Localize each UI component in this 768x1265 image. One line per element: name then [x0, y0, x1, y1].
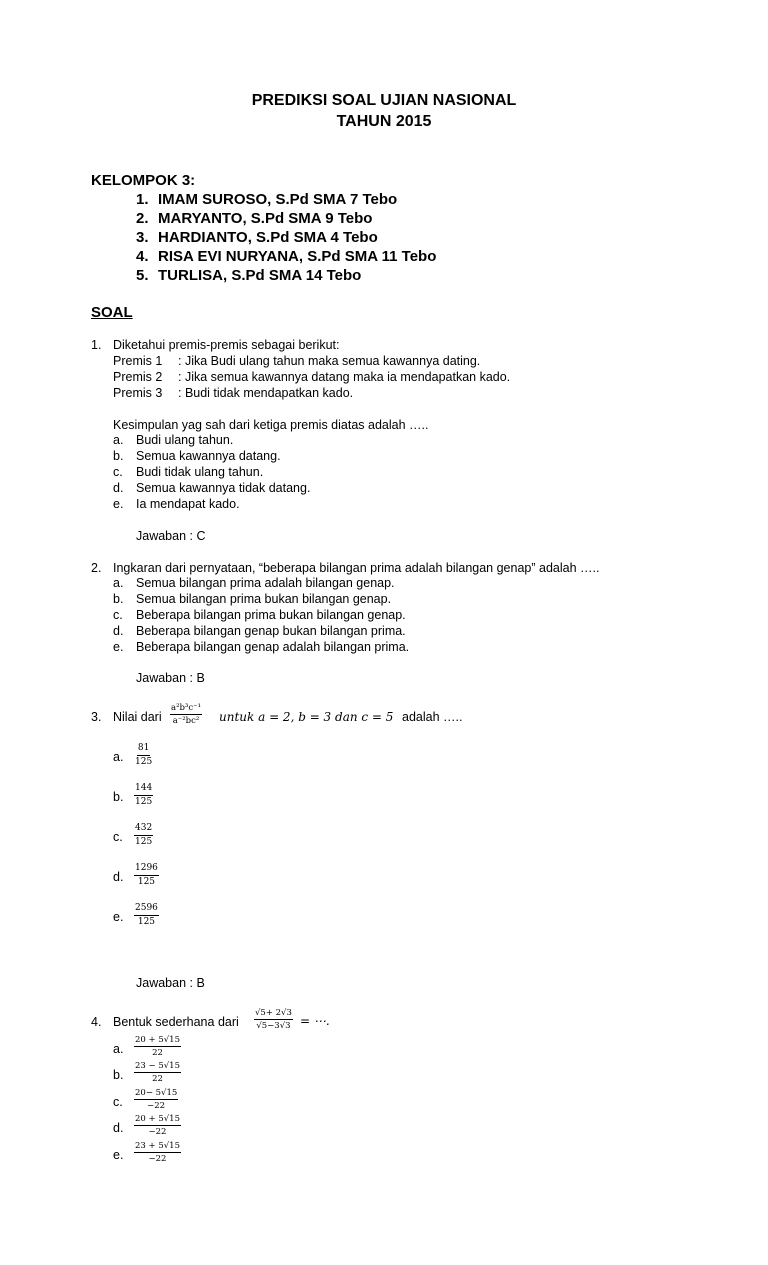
option-text: Beberapa bilangan genap bukan bilangan prima. [136, 624, 406, 638]
member-name: IMAM SUROSO, S.Pd SMA 7 Tebo [158, 191, 398, 208]
option-letter: a. [113, 576, 124, 590]
member-num: 5. [136, 267, 149, 284]
option-text: Semua kawannya datang. [136, 449, 281, 463]
question-suffix: adalah ….. [402, 710, 463, 724]
premise-label: Premis 2 [113, 370, 163, 384]
fraction-numerator: 432 [134, 823, 153, 836]
option-text: Ia mendapat kado. [136, 497, 240, 511]
question-intro: Diketahui premis-premis sebagai berikut: [113, 338, 340, 352]
option-letter: d. [113, 870, 124, 884]
option-letter: e. [113, 497, 124, 511]
fraction-denominator: a⁻²bc² [172, 716, 200, 726]
option-letter: a. [113, 433, 124, 447]
option-letter: d. [113, 624, 124, 638]
section-heading: SOAL [91, 304, 133, 321]
fraction-denominator: 125 [135, 757, 153, 767]
member-num: 2. [136, 210, 149, 227]
option-fraction [134, 1141, 181, 1164]
option-text: Semua bilangan prima adalah bilangan genap. [136, 576, 395, 590]
fraction-numerator: 81 [137, 743, 150, 756]
option-fraction [134, 863, 159, 888]
page-title-line1: PREDIKSI SOAL UJIAN NASIONAL [251, 92, 517, 109]
answer-key: Jawaban : B [136, 671, 205, 685]
group-heading: KELOMPOK 3: [91, 172, 196, 189]
fraction-denominator: −22 [148, 1127, 167, 1137]
fraction-denominator: 22 [152, 1074, 163, 1084]
option-letter: d. [113, 1121, 124, 1135]
option-letter: b. [113, 449, 124, 463]
question-number: 3. [91, 710, 102, 724]
option-letter: a. [113, 1042, 124, 1056]
fraction-denominator: 125 [135, 797, 153, 807]
option-text: Budi tidak ulang tahun. [136, 465, 264, 479]
condition-text: untuk a = 2, b = 3 dan c = 5 [219, 710, 394, 724]
option-letter: c. [113, 608, 123, 622]
fraction-denominator: 125 [137, 877, 156, 887]
option-letter: c. [113, 830, 123, 844]
fraction-numerator: 23 + 5√15 [135, 1141, 180, 1151]
premise-text: : Budi tidak mendapatkan kado. [178, 386, 354, 400]
question-number: 1. [91, 338, 102, 352]
fraction-denominator: −22 [147, 1101, 166, 1111]
option-fraction [134, 1061, 181, 1084]
fraction-denominator: √5−3√3 [256, 1021, 291, 1031]
option-letter: a. [113, 750, 124, 764]
option-text: Semua kawannya tidak datang. [136, 481, 311, 495]
member-num: 3. [136, 229, 149, 246]
option-letter: e. [113, 910, 124, 924]
premise-label: Premis 3 [113, 386, 163, 400]
member-name: TURLISA, S.Pd SMA 14 Tebo [158, 267, 362, 284]
option-text: Semua bilangan prima bukan bilangan genap. [136, 592, 392, 606]
question-suffix: = ⋯. [300, 1014, 330, 1028]
member-num: 4. [136, 248, 149, 265]
fraction-numerator: √5+ 2√3 [255, 1008, 292, 1018]
option-text: Beberapa bilangan prima bukan bilangan genap. [136, 608, 406, 622]
expression-fraction [254, 1008, 293, 1031]
fraction-denominator: 125 [135, 837, 153, 847]
premise-text: : Jika semua kawannya datang maka ia mendapatkan kado. [178, 370, 511, 384]
fraction-numerator: 2596 [134, 903, 159, 916]
fraction-denominator: 22 [152, 1048, 163, 1058]
answer-key: Jawaban : C [136, 529, 206, 543]
option-fraction [134, 903, 159, 928]
option-fraction [134, 1088, 178, 1111]
option-fraction [134, 743, 153, 768]
option-letter: c. [113, 1095, 123, 1109]
member-name: MARYANTO, S.Pd SMA 9 Tebo [158, 210, 373, 227]
premise-text: : Jika Budi ulang tahun maka semua kawannya dating. [178, 354, 481, 368]
fraction-numerator: a²b³c⁻¹ [171, 703, 201, 713]
answer-key: Jawaban : B [136, 976, 205, 990]
question-number: 2. [91, 561, 102, 575]
option-letter: b. [113, 790, 124, 804]
fraction-denominator: −22 [148, 1154, 167, 1164]
option-fraction [134, 823, 153, 848]
page-title-line2: TAHUN 2015 [336, 113, 432, 130]
option-fraction [134, 1035, 181, 1058]
fraction-numerator: 1296 [134, 863, 159, 876]
fraction-numerator: 20− 5√15 [135, 1088, 178, 1098]
option-fraction [134, 783, 153, 808]
option-letter: c. [113, 465, 123, 479]
question-prefix: Bentuk sederhana dari [113, 1015, 239, 1029]
option-text: Beberapa bilangan genap adalah bilangan prima. [136, 640, 410, 654]
fraction-numerator: 144 [134, 783, 153, 796]
member-name: HARDIANTO, S.Pd SMA 4 Tebo [158, 229, 378, 246]
fraction-numerator: 20 + 5√15 [135, 1114, 180, 1124]
option-letter: e. [113, 1148, 124, 1162]
question-text: Kesimpulan yag sah dari ketiga premis diatas adalah ….. [113, 418, 429, 432]
premise-label: Premis 1 [113, 354, 163, 368]
option-letter: b. [113, 1068, 124, 1082]
question-prefix: Nilai dari [113, 710, 162, 724]
fraction-denominator: 125 [137, 917, 156, 927]
fraction-numerator: 20 + 5√15 [135, 1035, 180, 1045]
option-text: Budi ulang tahun. [136, 433, 234, 447]
question-number: 4. [91, 1015, 102, 1029]
option-fraction [134, 1114, 181, 1137]
option-letter: b. [113, 592, 124, 606]
expression-fraction [170, 703, 202, 726]
fraction-numerator: 23 − 5√15 [135, 1061, 180, 1071]
option-letter: d. [113, 481, 124, 495]
member-num: 1. [136, 191, 149, 208]
option-letter: e. [113, 640, 124, 654]
question-text: Ingkaran dari pernyataan, “beberapa bilangan prima adalah bilangan genap” adalah ….. [113, 561, 600, 575]
member-name: RISA EVI NURYANA, S.Pd SMA 11 Tebo [158, 248, 437, 265]
